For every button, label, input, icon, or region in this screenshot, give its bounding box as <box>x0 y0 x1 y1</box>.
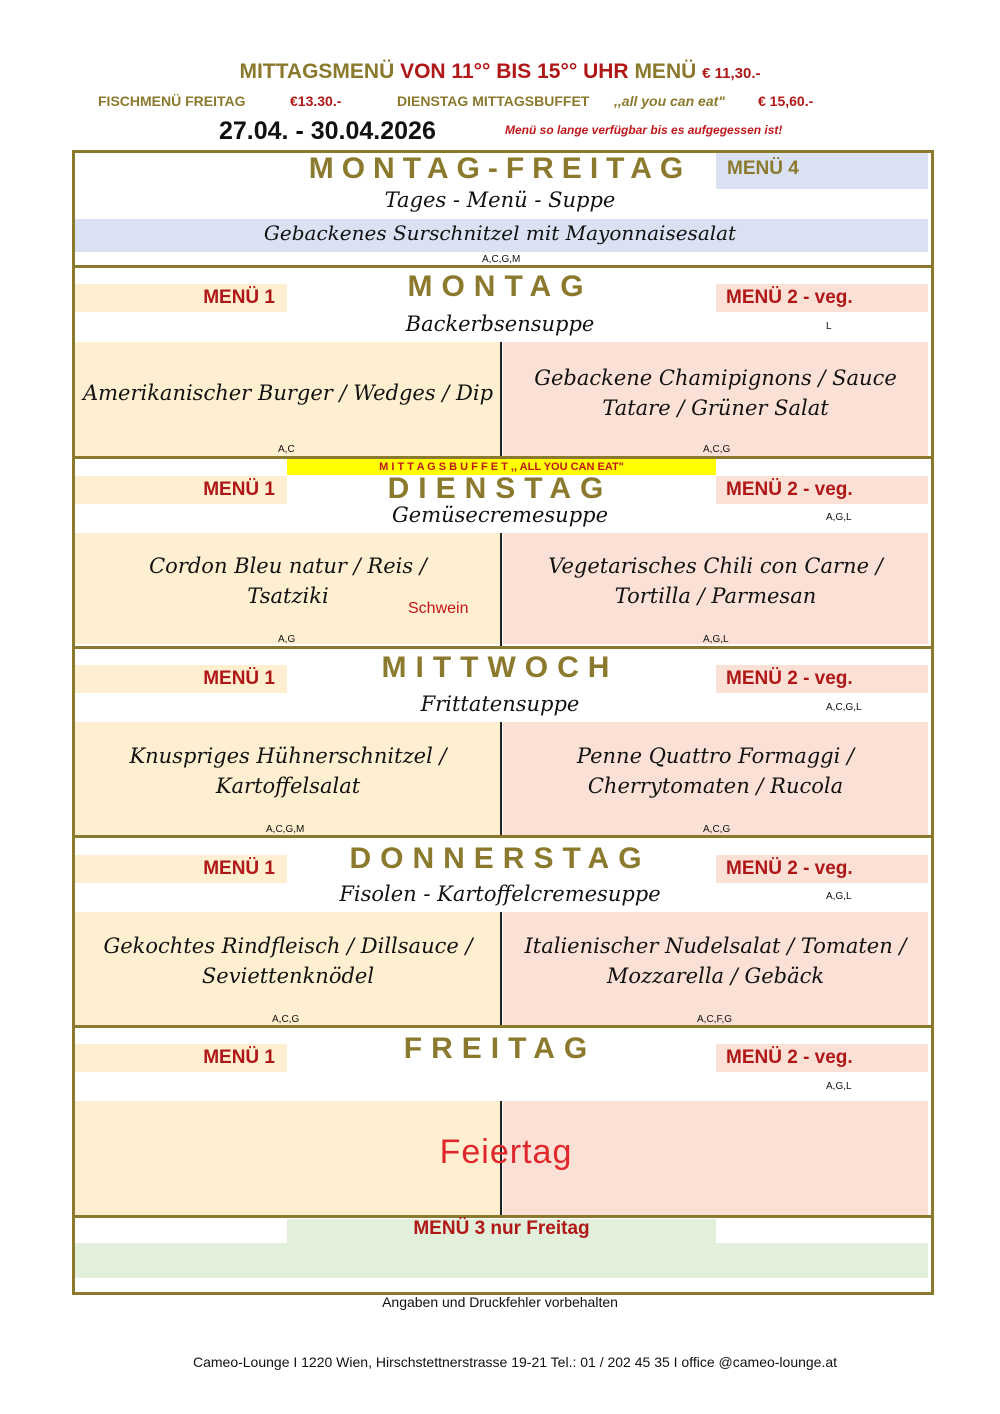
date-range: 27.04. - 30.04.2026 <box>219 117 436 145</box>
fish-menu-label: FISCHMENÜ FREITAG <box>98 93 246 109</box>
friday-holiday: Feiertag <box>439 1133 573 1171</box>
wednesday-menu1-dish: Knuspriges Hühnerschnitzel / Kartoffelsalat <box>129 744 447 798</box>
divider-wednesday <box>72 835 934 838</box>
contact-line: Cameo-Lounge I 1220 Wien, Hirschstettnerstrasse 19-21 Tel.: 01 / 202 45 35 I office @cameo-lounge.at <box>192 1354 838 1370</box>
divider-week <box>72 265 934 268</box>
tuesday-menu2-label: MENÜ 2 - veg. <box>716 476 928 504</box>
disclaimer: Angaben und Druckfehler vorbehalten <box>382 1294 618 1310</box>
monday-menu1-dish: Amerikanischer Burger / Wedges / Dip <box>82 381 494 405</box>
wednesday-menu2-dish: Penne Quattro Formaggi / Cherrytomaten / Rucola <box>576 744 855 798</box>
friday-menu2-label: MENÜ 2 - veg. <box>716 1044 928 1072</box>
wednesday-menu2-label: MENÜ 2 - veg. <box>716 665 928 693</box>
thursday-menu1-label: MENÜ 1 <box>75 855 287 883</box>
friday-title: FREITAG <box>403 1032 597 1065</box>
wednesday-soup: Frittatensuppe <box>420 692 580 716</box>
buffet-label: DIENSTAG MITTAGSBUFFET <box>397 93 590 109</box>
week-subtitle: Tages - Menü - Suppe <box>384 188 616 212</box>
divider-tuesday <box>72 646 934 649</box>
tuesday-soup-allergens: A,G,L <box>826 512 852 523</box>
thursday-menu2-label: MENÜ 2 - veg. <box>716 855 928 883</box>
monday-menu1-label: MENÜ 1 <box>75 284 287 312</box>
wednesday-menu1-allergens: A,C,G,M <box>266 824 305 835</box>
monday-menu2-label: MENÜ 2 - veg. <box>716 284 928 312</box>
fish-menu-price: €13.30.- <box>290 93 342 109</box>
monday-soup: Backerbsensuppe <box>405 312 595 336</box>
header-hours: VON 11°° BIS 15°° UHR <box>400 60 629 83</box>
menu3-label: MENÜ 3 nur Freitag <box>413 1218 590 1239</box>
header-title: MITTAGSMENÜ <box>239 60 395 83</box>
wednesday-title: MITTWOCH <box>381 651 619 684</box>
monday-menu1-allergens: A,C <box>278 444 295 455</box>
tuesday-menu1-label: MENÜ 1 <box>75 476 287 504</box>
tuesday-menu2-dish: Vegetarisches Chili con Carne / Tortilla / Parmesan <box>548 554 883 608</box>
divider-thursday <box>72 1025 934 1028</box>
monday-title: MONTAG <box>407 270 593 303</box>
header-line-1 <box>0 60 1000 84</box>
friday-soup-allergens: A,G,L <box>826 1081 852 1092</box>
tuesday-menu1-dish: Cordon Bleu natur / Reis / Tsatziki <box>149 554 427 608</box>
thursday-menu1-allergens: A,C,G <box>272 1014 300 1025</box>
thursday-menu1-dish: Gekochtes Rindfleisch / Dillsauce / Seviettenknödel <box>103 934 473 988</box>
monday-soup-allergens: L <box>826 321 832 332</box>
tuesday-soup: Gemüsecremesuppe <box>391 503 609 527</box>
thursday-soup: Fisolen - Kartoffelcremesuppe <box>339 882 661 906</box>
tuesday-menu2-allergens: A,G,L <box>703 634 729 645</box>
monday-menu2-allergens: A,C,G <box>703 444 731 455</box>
week-title: MONTAG-FREITAG <box>308 152 692 185</box>
menu4-label: MENÜ 4 <box>727 158 799 179</box>
availability-note: Menü so lange verfügbar bis es aufgegessen ist! <box>505 123 783 137</box>
monday-menu2-dish: Gebackene Chamipignons / Sauce Tatare / Grüner Salat <box>534 366 897 420</box>
thursday-title: DONNERSTAG <box>349 842 651 875</box>
week-dish: Gebackenes Surschnitzel mit Mayonnaisesalat <box>263 221 737 245</box>
thursday-menu2-dish: Italienischer Nudelsalat / Tomaten / Mozzarella / Gebäck <box>524 934 907 988</box>
tuesday-meat-note: Schwein <box>408 600 469 617</box>
buffet-banner: M I T T A G S B U F F E T ,, ALL YOU CAN EAT" <box>287 459 716 475</box>
friday-menu1-label: MENÜ 1 <box>75 1044 287 1072</box>
week-allergens: A,C,G,M <box>482 254 521 265</box>
tuesday-menu1-allergens: A,G <box>278 634 296 645</box>
wednesday-soup-allergens: A,C,G,L <box>826 702 862 713</box>
thursday-menu2-allergens: A,C,F,G <box>697 1014 733 1025</box>
wednesday-menu2-allergens: A,C,G <box>703 824 731 835</box>
wednesday-menu1-label: MENÜ 1 <box>75 665 287 693</box>
header-menu-word: MENÜ <box>634 60 697 83</box>
tuesday-title: DIENSTAG <box>387 472 613 505</box>
thursday-soup-allergens: A,G,L <box>826 891 852 902</box>
header-menu-price: € 11,30.- <box>702 65 761 82</box>
buffet-price: € 15,60.- <box>758 93 814 109</box>
buffet-quote: ,,all you can eat" <box>614 93 725 109</box>
